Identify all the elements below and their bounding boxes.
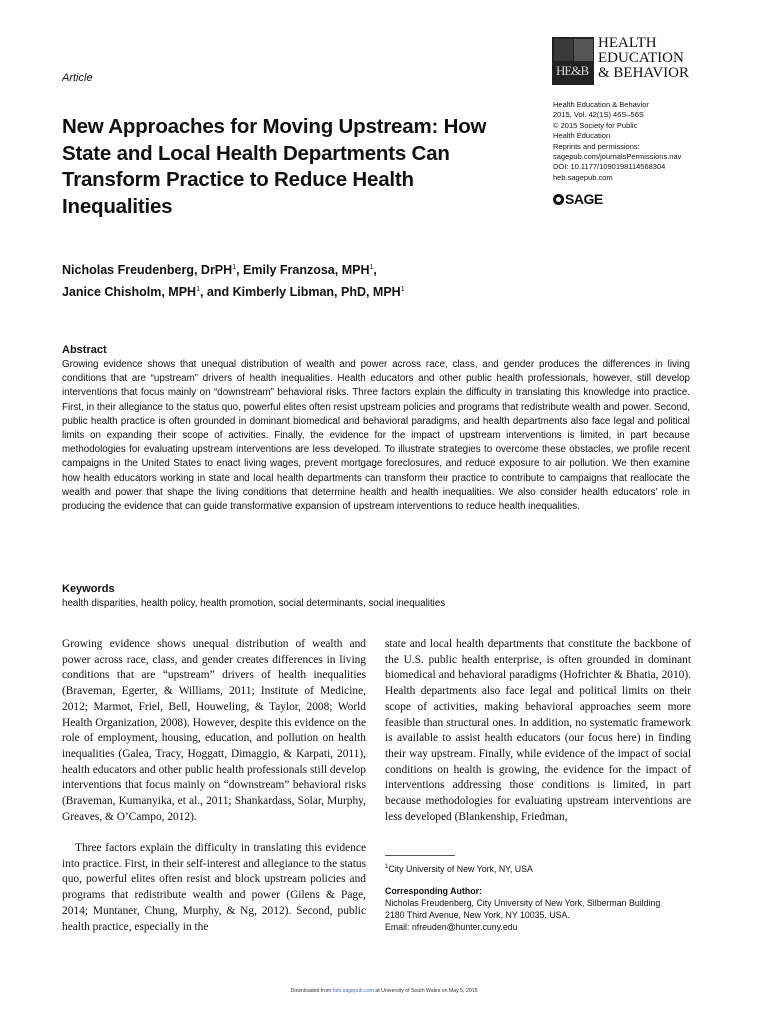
meta-journal: Health Education & Behavior [553,100,649,109]
journal-logo-line-3: & BEHAVIOR [598,65,689,81]
meta-doi[interactable]: DOI: 10.1177/1090198114568304 [553,162,666,172]
author-name: Nicholas Freudenberg, DrPH [62,263,233,278]
affiliation-mark: 1 [400,286,405,294]
publisher-logo [553,191,603,207]
sage-circle-icon [553,194,564,205]
author-list: Nicholas Freudenberg, DrPH$^1$, Emily Franzosa, MPH$^1$, Janice Chisholm, MPH$^1$, and Kimberly Libman, PhD, MPH$^1$ [62,263,405,300]
author-name: Janice Chisholm, MPH [62,285,197,300]
body-paragraph-2: Three factors explain the difficulty in translating this evidence into practice. First, in their self-interest and allegiance to the status quo, powerful elites often resist and block upstream policies and programs that redistribute wealth and power (Gilens & Page, 2014; Muntaner, Chung, Murphy, & Ng, 2012). Second, public health practice, especially in the [62,842,366,933]
journal-logo-line-2: EDUCATION [598,50,684,66]
footnote-divider [385,855,455,856]
affiliation-mark: 1 [385,864,389,870]
affiliation-mark: 1 [232,264,237,271]
meta-copyright: © 2015 Society for Public [553,120,638,130]
journal-logo [552,37,702,87]
corresponding-author-line-2: 2180 Third Avenue, New York, NY 10035, USA. [385,910,570,921]
journal-logo-mark [552,37,594,85]
author-name: Kimberly Libman, PhD, MPH [232,285,401,300]
meta-copyright-cont: Health Education [553,131,611,141]
keywords-text: health disparities, health policy, health promotion, social determinants, social inequalities [62,598,446,609]
keywords-heading: Keywords [62,583,115,595]
meta-journal-site-link[interactable]: heb.sagepub.com [553,172,613,182]
body-paragraph-3: state and local health departments that constitute the backbone of the U.S. public health enterprise, is often grounded in dominant biomedical and behavioral paradigms (Hofrichter & Bhatia, 2010). Health departments also face legal and political limits on their scope of activities, making behavioral approaches seem more feasible than structural ones. In addition, no systematic framework is available to assist health educators (our focus here) in finding their way upstream. Finally, while evidence of the impact of social conditions on health is growing, the evidence for the impact of interventions addressing those conditions is limited, in part because methodologies for evaluating upstream interventions are less developed (Blankenship, Friedman, [385,638,691,823]
meta-volume: 2015, Vol. 42(1S) 46S–56S [553,110,644,120]
journal-logo-mark-text: HE&B [556,63,589,78]
download-notice: Downloaded from heb.sagepub.com at University of South Wales on May 5, 2015 [290,988,478,994]
article-type-label: Article [62,72,93,84]
meta-permissions-link[interactable]: sagepub.com/journalsPermissions.nav [553,152,682,162]
affiliation-footnote: $^1$City University of New York, NY, USA [385,863,533,874]
publisher-logo-text: SAGE [565,191,603,207]
journal-logo-line-1: HEALTH [598,35,657,51]
meta-reprints: Reprints and permissions: [553,141,640,151]
affiliation-mark: 1 [369,264,374,271]
author-name: Emily Franzosa, MPH [243,263,370,278]
affiliation-mark: 1 [196,286,200,294]
publication-meta [553,100,723,183]
corresponding-author-line-1: Nicholas Freudenberg, City University of New York, Silberman Building [385,898,661,909]
download-site-link[interactable]: heb.sagepub.com [332,988,374,994]
article-title: New Approaches for Moving Upstream: How State and Local Health Departments Can Transform Practice to Reduce Health Inequalities [62,115,487,218]
footnotes [385,861,705,933]
corresponding-author-email[interactable]: Email: nfreuden@hunter.cuny.edu [385,922,518,933]
corresponding-author-heading: Corresponding Author: [385,886,482,897]
body-paragraph-1: Growing evidence shows unequal distribution of wealth and power across race, class, and gender creates differences in living conditions that are “upstream” drivers of health inequalities (Braveman, Egerter, & Williams, 2011; Institute of Medicine, 2012; Marmot, Friel, Bell, Houweling, & Taylor, 2008; World Health Organization, 2008). However, despite this evidence on the role of employment, housing, education, and pollution on health inequalities (Galea, Tracy, Hoggatt, Dimaggio, & Karpati, 2011), health educators and other public health professionals still develop interventions that focus mainly on “downstream” behavioral risks (Braveman, Kumanyika, et al., 2011; Shankardass, Solar, Murphy, Greaves, & O’Campo, 2012). [62,638,366,823]
abstract-heading: Abstract [62,344,107,356]
abstract-text: Growing evidence shows that unequal distribution of wealth and power across race, class, and gender produces the differences in living conditions that are “upstream” drivers of health inequalities. Health educators and other public health professionals, however, still develop interventions that focus mainly on “downstream” behavioral risks. Three factors explain the difficulty in translating this knowledge into practice. First, in their allegiance to the status quo, powerful elites often resist upstream policies and programs that redistribute wealth and power. Second, public health practice is often grounded in dominant biomedical and behavioral paradigms, and health departments also face legal and political limits on expanding their scope of activities. Finally, the evidence for the impact of upstream interventions is limited, in part because methodologies for evaluating upstream interventions are less developed. To illustrate strategies to overcome these obstacles, we profile recent campaigns in the United States to enact living wages, prevent mortgage foreclosures, and reduce exposure to air pollution. We then examine how health educators working in state and local health departments can transform their practice to contribute to campaigns that reallocate the wealth and power that shape the living conditions that determine health and health inequalities. We also consider health educators’ role in producing the evidence that can guide transformative expansion of upstream interventions to reduce health inequalities. [62,359,690,513]
